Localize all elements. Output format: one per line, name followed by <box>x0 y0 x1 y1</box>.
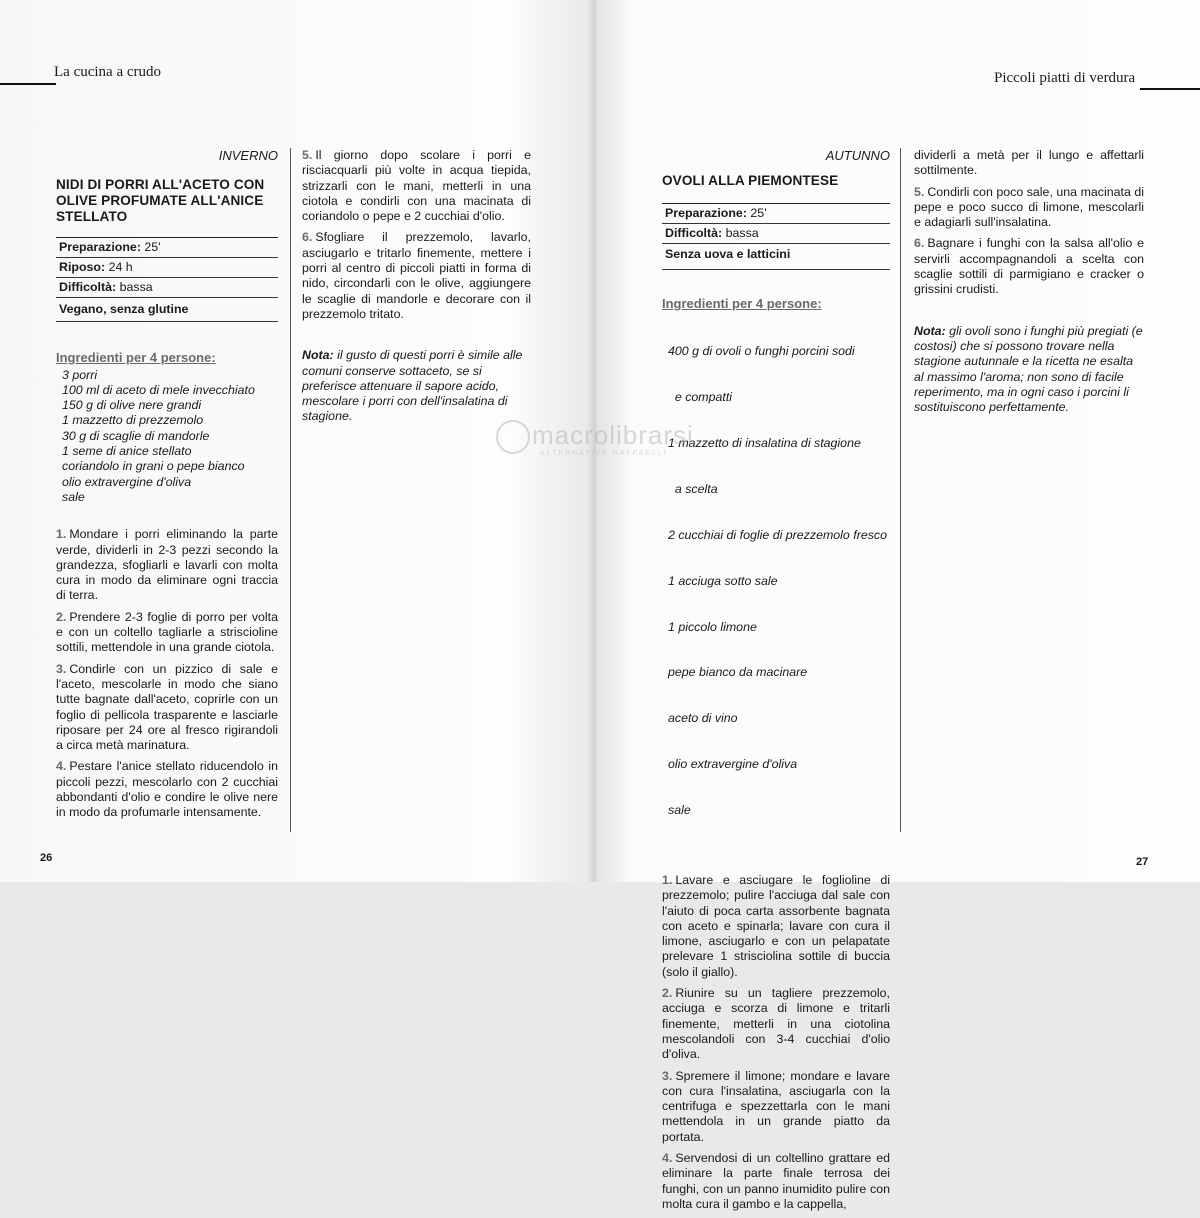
column-divider <box>900 148 901 832</box>
step: 4. Servendosi di un coltellino grattare ed eliminare la parte finale terrosa dei funghi, con un panno inumidito pulire con molta cura il gambo e la cappella, <box>662 1151 890 1211</box>
ingredient-item: sale <box>62 489 85 504</box>
fact-diet: Vegano, senza glutine <box>56 298 278 322</box>
ingredients-heading: Ingredienti per 4 persone: <box>56 350 216 366</box>
note: Nota: il gusto di questi porri è simile alle comuni conserve sottaceto, se si preferisce attenuare il sapore acido, mescolare i porri con dell'insalatina di stagione. <box>302 348 523 424</box>
ingredient-item: 3 porri <box>62 367 98 382</box>
fact-preparation: Preparazione: 25' <box>56 238 278 258</box>
page-number-left: 26 <box>40 852 53 864</box>
step: 4. Pestare l'anice stellato riducendolo in piccoli pezzi, mescolarlo con 2 cucchiai abbondanti d'olio e condire le olive nere in modo da profumarle intensamente. <box>56 759 278 820</box>
step: 1. Lavare e asciugare le foglioline di prezzemolo; pulire l'acciuga dal sale con l'aiuto di poca carta assorbente bagnata con aceto e spinarla; lavare con cura il limone, asciugarlo e con un pelapatate prelevare 1 strisciolina sottile di buccia (solo il giallo). <box>662 872 890 979</box>
ingredient-item: 1 piccolo limone <box>668 619 757 634</box>
ingredient-item: sale <box>668 803 691 818</box>
running-head-rule-right <box>1140 88 1200 90</box>
ingredient-item: 100 ml di aceto di mele invecchiato <box>62 382 255 397</box>
steps-list <box>56 527 278 820</box>
right-column-2 <box>914 148 1144 428</box>
watermark-brand: macrolibrarsi <box>532 420 694 450</box>
step: 2. Prendere 2-3 foglie di porro per volta e con un coltello tagliarle a striscioline sottili, mettendole in una grande ciotola. <box>56 609 278 655</box>
recipe-title: NIDI DI PORRI ALL'ACETO CON OLIVE PROFUMATE ALL'ANICE STELLATO <box>56 177 265 225</box>
note: Nota: gli ovoli sono i funghi più pregiati (e costosi) che si possono trovare nella stagione autunnale e la ricetta ne esalta al massimo l'aroma; non sono di facile reperimento, ma in ogni caso i porcini li sostituiscono perfettamente. <box>914 323 1143 415</box>
ingredients-list <box>668 314 890 849</box>
ingredients-heading: Ingredienti per 4 persone: <box>662 296 822 312</box>
recipe-title: OVOLI ALLA PIEMONTESE <box>662 173 839 189</box>
ingredients-list <box>62 368 278 506</box>
ingredient-item: a scelta <box>668 481 718 496</box>
step: 3. Spremere il limone; mondare e lavare con cura l'insalatina, asciugarla con la centrifuga e spezzettarla con le mani mettendola in un grande piatto da portata. <box>662 1068 890 1144</box>
ingredient-item: 1 mazzetto di insalatina di stagione <box>668 435 861 450</box>
step: 1. Mondare i porri eliminando la parte verde, dividerli in 2-3 pezzi secondo la grandezza, sfogliarli e lavarli con molta cura in modo da eliminare ogni traccia di terra. <box>56 527 278 603</box>
season-label: INVERNO <box>218 148 278 163</box>
fact-diet: Senza uova e latticini <box>662 244 890 270</box>
ingredient-item: pepe bianco da macinare <box>668 665 808 680</box>
season-label: AUTUNNO <box>825 148 890 163</box>
step: 6. Bagnare i funghi con la salsa all'olio e servirli accompagnandoli a scelta con scaglie sottili di parmigiano e cracker o grissini crudisti. <box>914 236 1144 297</box>
fact-difficulty: Difficoltà: bassa <box>56 278 278 298</box>
ingredient-item: coriandolo in grani o pepe bianco <box>62 459 245 474</box>
ingredient-item: aceto di vino <box>668 711 738 726</box>
step-continuation: dividerli a metà per il lungo e affettarli sottilmente. <box>914 148 1144 178</box>
watermark-tagline: ALTERNATIVE RAFFAELLI <box>540 450 668 457</box>
page-number-right: 27 <box>1136 856 1149 868</box>
right-column-1 <box>662 148 890 1218</box>
ingredient-item: 400 g di ovoli o funghi porcini sodi <box>668 344 855 359</box>
fact-difficulty: Difficoltà: bassa <box>662 224 890 244</box>
ingredient-item: e compatti <box>668 390 733 405</box>
watermark-logo-icon <box>496 420 530 454</box>
fact-preparation: Preparazione: 25' <box>662 204 890 224</box>
ingredient-item: 2 cucchiai di foglie di prezzemolo fresco <box>668 527 888 542</box>
recipe-facts <box>56 237 278 322</box>
step: 5. Condirli con poco sale, una macinata di pepe e poco succo di limone, mescolarli e adagiarli sull'insalatina. <box>914 184 1144 230</box>
step: 2. Riunire su un tagliere prezzemolo, acciuga e scorza di limone e tritarli finemente, metterli in una ciotolina mescolandoli con 3-4 cucchiai d'olio d'oliva. <box>662 986 890 1062</box>
ingredient-item: 30 g di scaglie di mandorle <box>62 428 210 443</box>
step: 3. Condirle con un pizzico di sale e l'aceto, mescolarle in modo che siano tutte bagnate dall'aceto, coprirle con un foglio di pellicola trasparente e lasciarle riposare per 24 ore al fresco rigirandoli a circa metà marinatura. <box>56 661 278 753</box>
ingredient-item: 150 g di olive nere grandi <box>62 398 202 413</box>
step: 6. Sfogliare il prezzemolo, lavarlo, asciugarlo e tritarlo finemente, mettere i porri al centro di piccoli piatti in forma di nido, circondarli con le olive, aggiungere le scaglie di mandorle e decorare con il prezzemolo tritato. <box>302 230 531 321</box>
recipe-facts <box>662 203 890 270</box>
ingredient-item: 1 mazzetto di prezzemolo <box>62 413 204 428</box>
ingredient-item: 1 seme di anice stellato <box>62 444 192 459</box>
running-head-left: La cucina a crudo <box>54 64 162 80</box>
steps-list <box>662 873 890 1212</box>
left-column-2 <box>302 148 531 437</box>
ingredient-item: olio extravergine d'oliva <box>668 757 798 772</box>
ingredient-item: olio extravergine d'oliva <box>62 474 192 489</box>
left-column-1 <box>56 148 278 827</box>
column-divider <box>290 148 291 832</box>
fact-rest: Riposo: 24 h <box>56 258 278 278</box>
step: 5. Il giorno dopo scolare i porri e risciacquarli più volte in acqua tiepida, strizzarli con le mani, metterli in una ciotola e condirli con una macinata di coriandolo o pepe e 2 cucchiai d'olio. <box>302 148 531 224</box>
ingredient-item: 1 acciuga sotto sale <box>668 573 778 588</box>
running-head-rule-left <box>0 83 56 85</box>
running-head-right: Piccoli piatti di verdura <box>994 70 1136 86</box>
